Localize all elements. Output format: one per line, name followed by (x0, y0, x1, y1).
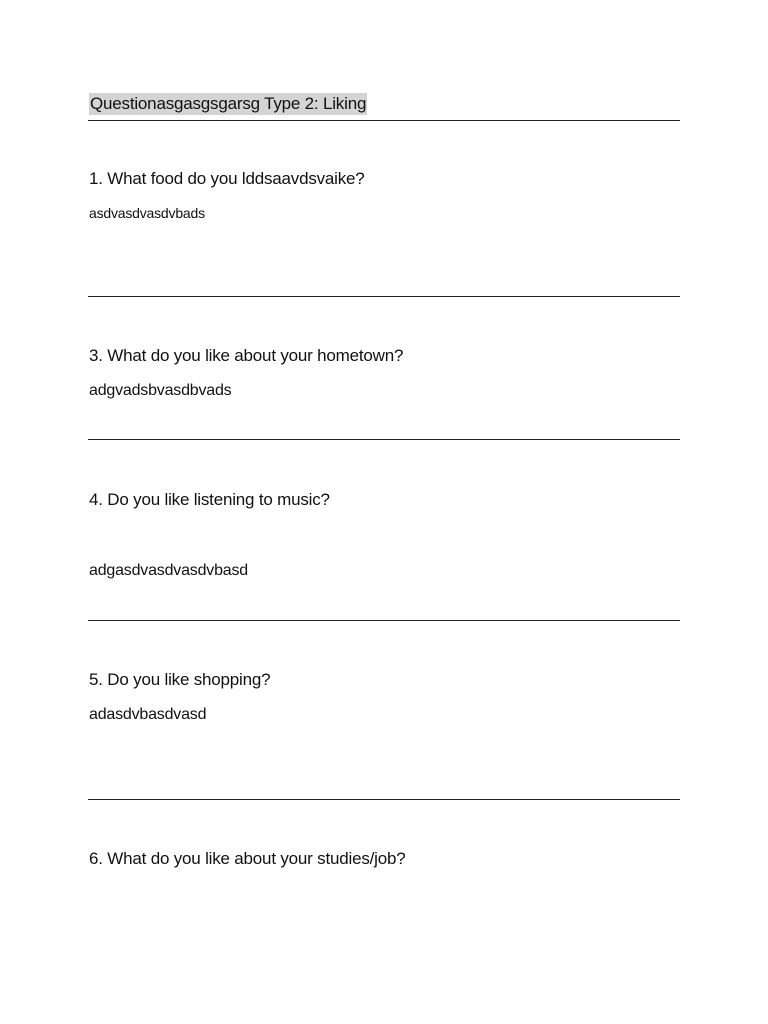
question-4: 4. Do you like listening to music? (89, 490, 330, 509)
answer-4-line (88, 620, 680, 621)
question-5: 5. Do you like shopping? (89, 670, 271, 689)
question-3: 3. What do you like about your hometown? (89, 346, 404, 365)
answer-1: asdvasdvasdvbads (89, 205, 205, 221)
answer-5-line (88, 799, 680, 800)
answer-1-line (88, 296, 680, 297)
answer-3-line (88, 439, 680, 440)
answer-3: adgvadsbvasdbvads (89, 382, 232, 399)
question-6: 6. What do you like about your studies/job? (89, 849, 406, 868)
answer-5: adasdvbasdvasd (89, 706, 207, 723)
title-divider (88, 120, 680, 121)
document-title: Questionasgasgsgarsg Type 2: Liking (90, 94, 367, 113)
answer-4: adgasdvasdvasdvbasd (89, 562, 248, 579)
question-1: 1. What food do you lddsaavdsvaike? (89, 169, 365, 188)
